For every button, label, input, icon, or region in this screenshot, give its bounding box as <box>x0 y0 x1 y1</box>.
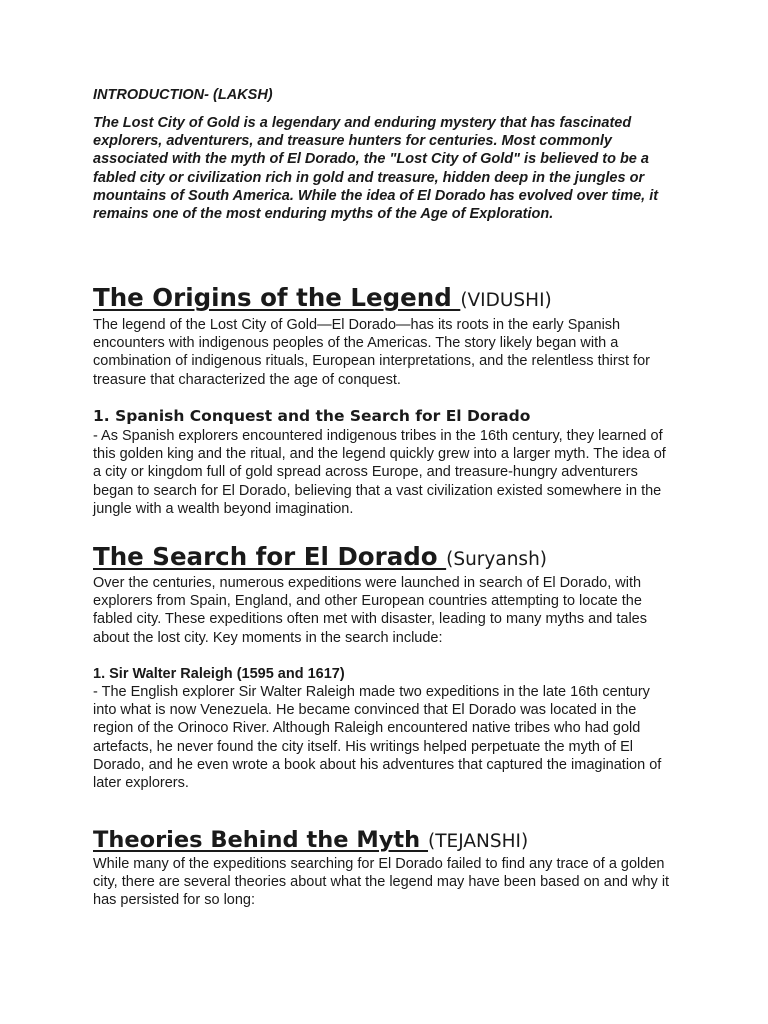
section-title: The Search for El Dorado <box>93 542 447 571</box>
section-heading-origins <box>93 283 552 312</box>
sub-heading-spanish-conquest: 1. Spanish Conquest and the Search for El Dorado <box>93 407 531 425</box>
intro-paragraph: The Lost City of Gold is a legendary and enduring mystery that has fascinated explorers, adventurers, and treasure hunters for centuries. Most commonly associated with the myth of El Dorado, the "Lost City of Gold" is believed to be a fabled city or civilization rich in gold and treasure, hidden deep in the jungles or mountains of South America. While the idea of El Dorado has evolved over time, it remains one of the most enduring myths of the Age of Exploration. <box>93 115 659 223</box>
section-paragraph: While many of the expeditions searching for El Dorado failed to find any trace of a golden city, there are several theories about what the legend may have been based on and why it has persisted for so long: <box>93 856 670 909</box>
intro-heading: INTRODUCTION- (LAKSH) <box>93 87 273 103</box>
sub-heading-walter-raleigh: 1. Sir Walter Raleigh (1595 and 1617) <box>93 666 345 682</box>
section-title: The Origins of the Legend <box>93 283 461 312</box>
section-author: (TEJANSHI) <box>428 831 529 852</box>
section-heading-search <box>93 542 548 571</box>
section-heading-theories <box>93 828 528 852</box>
section-author: (VIDUSHI) <box>460 290 552 311</box>
section-paragraph: Over the centuries, numerous expeditions were launched in search of El Dorado, with explorers from Spain, England, and other European countries attempting to locate the fabled city. These expeditions often met with disaster, leading to many myths and tales about the lost city. Key moments in the search include: <box>93 575 647 646</box>
sub-paragraph: - As Spanish explorers encountered indigenous tribes in the 16th century, they learned of this golden king and the ritual, and the legend quickly grew into a larger myth. The idea of a city or kingdom full of gold spread across Europe, and treasure-hungry adventurers began to search for El Dorado, believing that a vast civilization existed somewhere in the jungle with a wealth beyond imagination. <box>93 428 666 517</box>
sub-paragraph: - The English explorer Sir Walter Raleigh made two expeditions in the late 16th century into what is now Venezuela. He became convinced that El Dorado was located in the region of the Orinoco River. Although Raleigh encountered native tribes who had gold artefacts, he never found the city itself. His writings helped perpetuate the myth of El Dorado, and he even wrote a book about his adventures that captured the imagination of later explorers. <box>93 684 662 792</box>
document-page <box>93 86 673 909</box>
section-author: (Suryansh) <box>446 549 548 570</box>
section-paragraph: The legend of the Lost City of Gold—El Dorado—has its roots in the early Spanish encounters with indigenous peoples of the Americas. The story likely began with a combination of indigenous rituals, European interpretations, and the relentless thirst for treasure that characterized the age of conquest. <box>93 317 650 388</box>
section-title: Theories Behind the Myth <box>93 827 429 853</box>
